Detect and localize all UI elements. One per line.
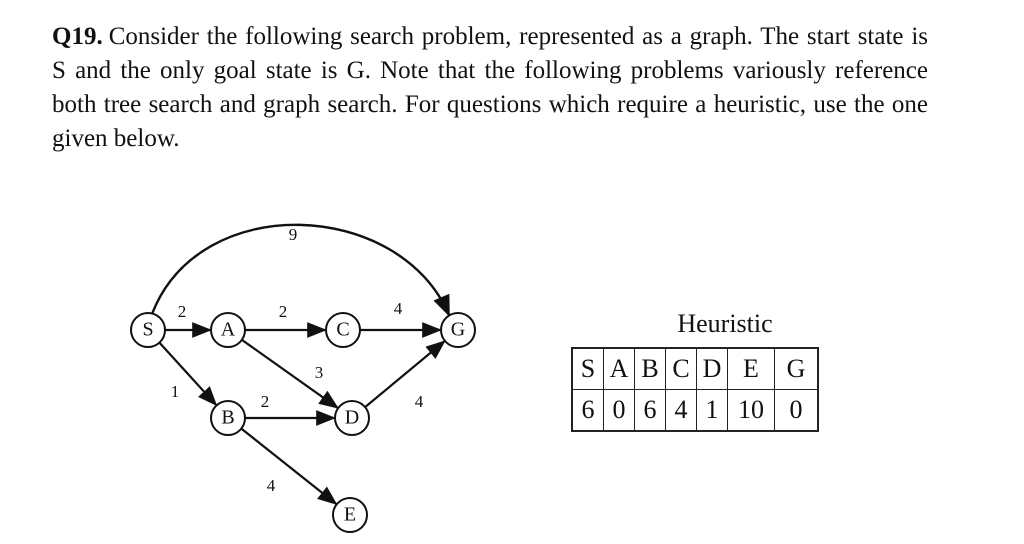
edge-cost-s-b: 1 — [170, 381, 180, 401]
heuristic-value-c: 4 — [666, 390, 697, 432]
edge-cost-s-g: 9 — [288, 224, 298, 244]
edge-cost-a-c: 2 — [278, 301, 288, 321]
heuristic-title: Heuristic — [677, 309, 773, 338]
node-s — [131, 313, 165, 347]
node-label: B — [221, 406, 235, 429]
heuristic-table — [571, 347, 819, 432]
node-label: A — [220, 318, 236, 341]
heuristic-state-g: G — [775, 348, 819, 390]
edge-cost-c-g: 4 — [393, 298, 403, 318]
heuristic-value-d: 1 — [697, 390, 728, 432]
heuristic-value-a: 0 — [604, 390, 635, 432]
node-c — [326, 313, 360, 347]
heuristic-state-e: E — [728, 348, 775, 390]
heuristic-state-a: A — [604, 348, 635, 390]
node-label: G — [450, 318, 466, 341]
node-d — [335, 401, 369, 435]
heuristic-value-g: 0 — [775, 390, 819, 432]
heuristic-state-b: B — [635, 348, 666, 390]
heuristic-values-row — [572, 390, 818, 432]
heuristic-value-s: 6 — [572, 390, 604, 432]
edge-cost-b-d: 2 — [260, 391, 270, 411]
node-label: D — [344, 406, 360, 429]
heuristic-state-d: D — [697, 348, 728, 390]
node-a — [211, 313, 245, 347]
node-e — [333, 498, 367, 532]
question-body: Consider the following search problem, represented as a graph. The start state is S and the only goal state is G. Note that the following problems variously reference both tree search and graph search. For questions which require a heuristic, use the one given below. — [52, 23, 928, 152]
node-label: S — [142, 318, 154, 341]
node-g — [441, 313, 475, 347]
edge-d-g — [365, 341, 444, 407]
question-number: Q19. — [52, 23, 103, 50]
heuristic-states-row — [572, 348, 818, 390]
node-b — [211, 401, 245, 435]
node-label: E — [343, 503, 357, 526]
edge-s-g — [152, 225, 449, 315]
edge-cost-a-d: 3 — [314, 362, 324, 382]
heuristic-value-e: 10 — [728, 390, 775, 432]
heuristic-state-s: S — [572, 348, 604, 390]
edge-s-b — [159, 343, 215, 405]
edge-cost-b-e: 4 — [266, 475, 276, 495]
node-label: C — [336, 318, 350, 341]
edge-cost-s-a: 2 — [177, 301, 187, 321]
heuristic-value-b: 6 — [635, 390, 666, 432]
heuristic-state-c: C — [666, 348, 697, 390]
edge-cost-d-g: 4 — [414, 391, 424, 411]
edge-b-e — [241, 429, 336, 504]
